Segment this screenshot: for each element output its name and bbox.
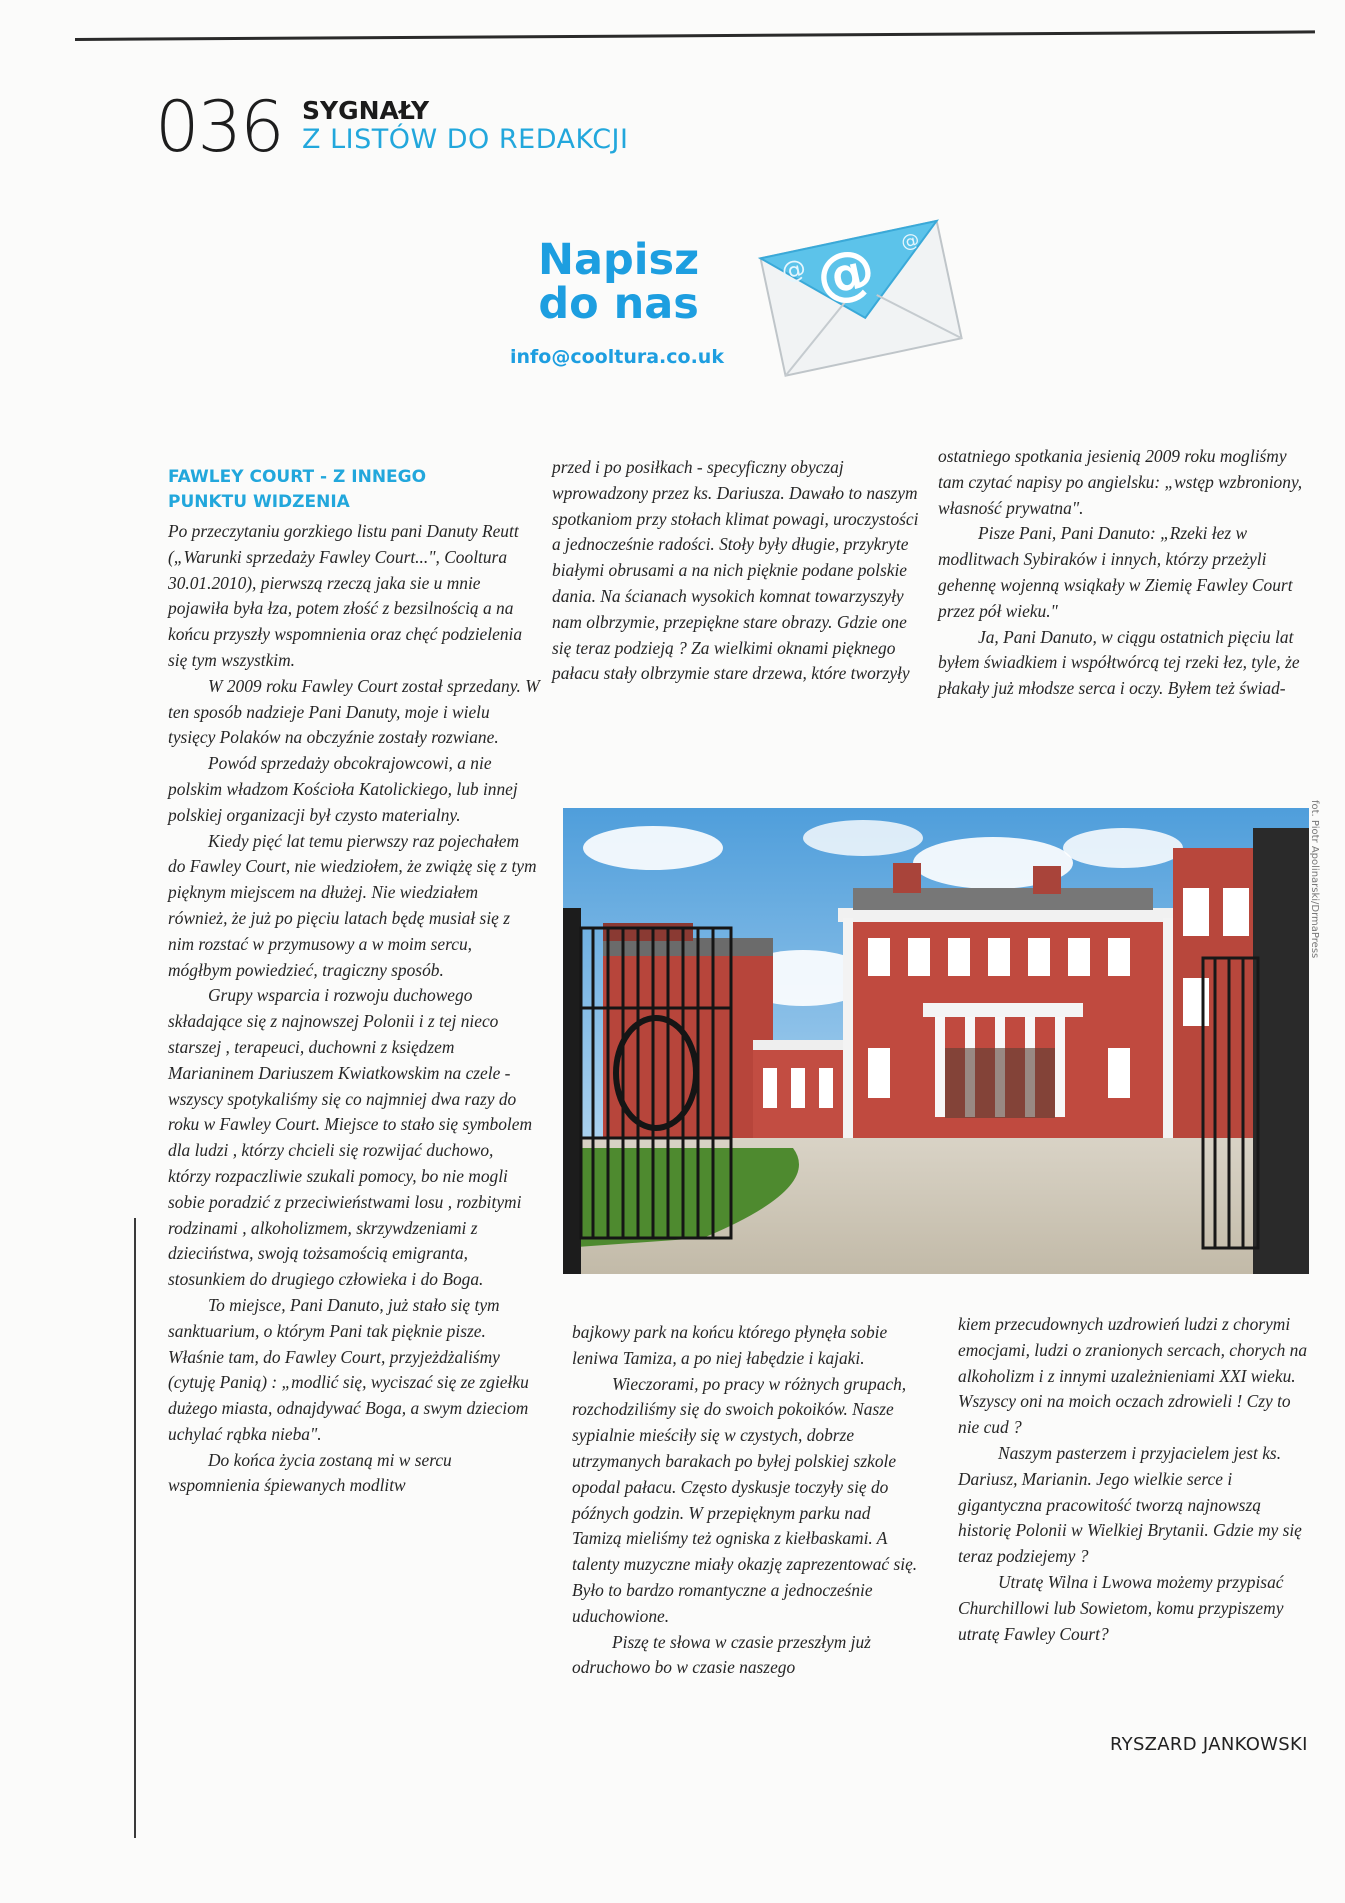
paragraph: Ja, Pani Danuto, w ciągu ostatnich pięciu lat byłem świadkiem i współtwórcą tej rzeki łez, tyle, że płakały już młodsze serca i oczy. Byłem też świad- xyxy=(938,626,1300,699)
paragraph: ostatniego spotkania jesienią 2009 roku mogliśmy tam czytać napisy po angielsku: „wstęp wzbroniony, własność prywatna". xyxy=(938,446,1303,518)
paragraph: Kiedy pięć lat temu pierwszy raz pojechałem do Fawley Court, nie wiedziołem, że zwiążę się z tym pięknym miejscem na dłużej. Nie wiedziałem również, że już po pięciu latach będę musiał się z nim rozstać w przymusowy a w moim sercu, mógłbym powiedzieć, tragiczny sposób. xyxy=(168,830,537,980)
headline-line-1: FAWLEY COURT - Z INNEGO xyxy=(168,467,427,487)
svg-text:@: @ xyxy=(779,253,809,286)
article-column-3-top xyxy=(938,444,1310,702)
svg-text:@: @ xyxy=(899,229,922,254)
paragraph: To miejsce, Pani Danuto, już stało się tym sanktuarium, o którym Pani tak pięknie pisze. Właśnie tam, do Fawley Court, przyjeżdżaliśmy (cytuję Panią) : „modlić się, wyciszać się ze zgiełku dużego miasta, odnajdywać Boga, a swym dzieciom uchylać rąbka nieba". xyxy=(168,1294,529,1444)
page-number: 036 xyxy=(155,86,283,168)
article-column-3-bottom xyxy=(958,1312,1310,1647)
paragraph: Do końca życia zostaną mi w sercu wspomnienia śpiewanych modlitw xyxy=(168,1449,452,1496)
article-column-1 xyxy=(168,465,540,1499)
paragraph: Powód sprzedaży obcokrajowcowi, a nie polskim władzom Kościoła Katolickiego, lub innej polskiej organizacji był czysto materialny. xyxy=(168,753,518,825)
svg-text:@: @ xyxy=(810,233,881,313)
fawley-court-photo xyxy=(563,808,1309,1274)
paragraph: przed i po posiłkach - specyficzny obyczaj wprowadzony przez ks. Dariusza. Dawało to naszym spotkaniom przy stołach klimat powagi, uroczystości a jednocześnie radości. Stoły były długie, przykryte białymi obrusami a na nich pięknie podane polskie dania. Na ścianach wysokich komnat towarzyszyły nam olbrzymie, przepiękne stare obrazy. Gdzie one się teraz podzieją ? Za wielkimi oknami pięknego pałacu stały olbrzymie stare drzewa, które tworzyły xyxy=(552,457,919,684)
margin-rule xyxy=(134,1218,136,1838)
paragraph: Po przeczytaniu gorzkiego listu pani Danuty Reutt („Warunki sprzedaży Fawley Court...", Cooltura 30.01.2010), pierwszą rzeczą jaka sie u mnie pojawiła była łza, potem złość z bezsilnością a na końcu przyszły wspomnienia oraz chęć podzielenia się tym wszystkim. xyxy=(168,521,523,670)
top-rule xyxy=(75,30,1315,41)
email-envelope-icon xyxy=(752,198,972,383)
paragraph: Wieczorami, po pracy w różnych grupach, rozchodziliśmy się do swoich pokoików. Nasze sypialnie mieściły się w czystych, dobrze utrzymanych barakach po byłej polskiej szkole opodal pałacu. Często dyskusje toczyły się do późnych godzin. W przepięknym parku nad Tamizą mieliśmy też ogniska z kiełbaskami. A talenty muzyczne miały okazję zaprezentować się. Było to bardzo romantyczne a jednocześnie uduchowione. xyxy=(572,1373,918,1626)
paragraph: W 2009 roku Fawley Court został sprzedany. W ten sposób nadzieje Pani Danuty, moje i wielu tysięcy Polaków na obczyźnie zostały rozwiane. xyxy=(168,675,540,748)
paragraph: kiem przecudownych uzdrowień ludzi z chorymi emocjami, ludzi o zranionych sercach, chorych na alkoholizm i z innymi uzależnieniami XXI wieku. Wszyscy oni na moich oczach zdrowieli ! Czy to nie cud ? xyxy=(958,1314,1308,1438)
contact-email[interactable]: info@cooltura.co.uk xyxy=(510,346,724,368)
article-headline xyxy=(168,465,540,515)
photo-credit: fot. Piotr Apolinarski/DrmaPress xyxy=(1309,800,1320,959)
paragraph: bajkowy park na końcu którego płynęła sobie leniwa Tamiza, a po niej łabędzie i kajaki. xyxy=(572,1322,888,1368)
section-title: SYGNAŁY xyxy=(302,96,430,125)
article-column-2-top xyxy=(552,455,924,687)
paragraph: Grupy wsparcia i rozwoju duchowego składające się z najnowszej Polonii i z tej nieco starszej , terapeuci, duchowni z księdzem Marianinem Dariuszem Kwiatkowskim na czele - wszyscy spotykaliśmy się co najmniej dwa razy do roku w Fawley Court. Miejsce to stało się symbolem dla ludzi , którzy chcieli się rozwijać duchowo, którzy rozpaczliwie szukali pomocy, bo nie mogli sobie poradzić z przeciwieństwami losu , rozbitymi rodzinami , alkoholizmem, skrzywdzeniami z dzieciństwa, swoją tożsamością emigranta, stosunkiem do drugiego człowieka i do Boga. xyxy=(168,985,533,1290)
write-to-us-line1: Napisz xyxy=(538,235,700,285)
author-name: RYSZARD JANKOWSKI xyxy=(1110,1734,1308,1755)
paragraph: Naszym pasterzem i przyjacielem jest ks. Dariusz, Marianin. Jego wielkie serce i gigantyczna pracowitość tworzą najnowszą historię Polonii w Wielkiej Brytanii. Gdzie my się teraz podziejemy ? xyxy=(958,1442,1302,1567)
paragraph: Pisze Pani, Pani Danuto: „Rzeki łez w modlitwach Sybiraków i innych, którzy przeżyli gehennę wojenną wsiąkały w Ziemię Fawley Court przez pół wieku." xyxy=(938,523,1293,621)
paragraph: Piszę te słowa w czasie przeszłym już odruchowo bo w czasie naszego xyxy=(572,1631,871,1678)
write-to-us-title xyxy=(538,235,700,329)
paragraph: Utratę Wilna i Lwowa możemy przypisać Churchillowi lub Sowietom, komu przypiszemy utratę Fawley Court? xyxy=(958,1571,1284,1644)
section-subtitle: Z LISTÓW DO REDAKCJI xyxy=(302,124,629,155)
headline-line-2: PUNKTU WIDZENIA xyxy=(168,492,350,512)
article-column-2-bottom xyxy=(572,1320,924,1681)
write-to-us-line2: do nas xyxy=(538,279,699,329)
